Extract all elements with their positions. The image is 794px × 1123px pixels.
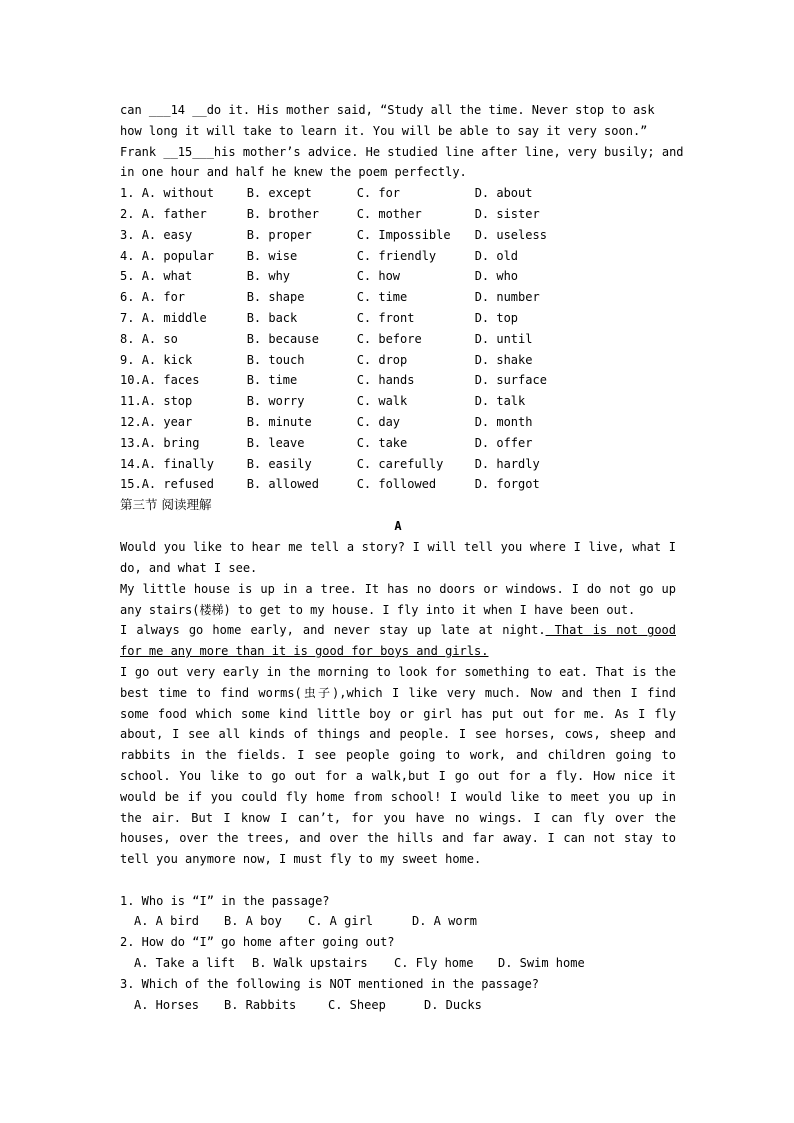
option-d: D. talk xyxy=(474,394,526,409)
option-a: A. so xyxy=(141,331,178,346)
passage-paragraph: My little house is up in a tree. It has no doors or windows. I do not go up any stairs(楼梯) to get to my house. I fly into it when I have been out. xyxy=(120,581,676,617)
question-options xyxy=(120,911,676,932)
option-number: 9. xyxy=(120,352,135,367)
option-b: B. worry xyxy=(246,394,305,409)
option-row xyxy=(120,391,605,412)
section-title: 第三节 阅读理解 xyxy=(120,497,212,513)
cloze-options-table xyxy=(120,183,605,495)
option-number: 1. xyxy=(120,186,135,201)
option-row xyxy=(120,454,605,475)
cloze-line: can ___14 __do it. His mother said, “Study all the time. Never stop to ask xyxy=(120,103,655,117)
option-row xyxy=(120,225,605,246)
option-b: B. except xyxy=(246,186,312,201)
option-d: D. shake xyxy=(474,352,533,367)
option-row xyxy=(120,287,605,308)
passage-text: I always go home early, and never stay up late at night. xyxy=(120,623,546,638)
option-row xyxy=(120,308,605,329)
option-d: D. number xyxy=(474,290,540,305)
underlined-sentence: That is not good for me any more than it is good for boys and girls. xyxy=(120,623,676,659)
option-number: 14. xyxy=(120,456,142,471)
option-number: 10. xyxy=(120,373,142,388)
option-d: D. about xyxy=(474,186,533,201)
option-c: C. how xyxy=(356,269,401,284)
option-d: D. who xyxy=(474,269,519,284)
option: B. Walk upstairs xyxy=(252,956,368,971)
option-row xyxy=(120,204,605,225)
option-number: 15. xyxy=(120,477,142,492)
option-a: A. kick xyxy=(141,352,193,367)
option-row xyxy=(120,412,605,433)
option-row xyxy=(120,370,605,391)
option-c: C. before xyxy=(356,331,422,346)
option-row xyxy=(120,350,605,371)
option: D. A worm xyxy=(412,914,478,929)
option-a: A. refused xyxy=(141,477,214,492)
option-c: C. front xyxy=(356,310,415,325)
option-c: C. drop xyxy=(356,352,408,367)
option-c: C. time xyxy=(356,290,408,305)
option-b: B. brother xyxy=(246,206,319,221)
option-number: 2. xyxy=(120,206,135,221)
option-row xyxy=(120,433,605,454)
option-a: A. what xyxy=(141,269,193,284)
cloze-line: in one hour and half he knew the poem perfectly. xyxy=(120,165,467,180)
question-options xyxy=(120,953,676,974)
option-d: D. sister xyxy=(474,206,540,221)
option-d: D. forgot xyxy=(474,477,540,492)
option-a: A. bring xyxy=(141,435,200,450)
option-a: A. father xyxy=(141,206,207,221)
option-c: C. for xyxy=(356,186,401,201)
passage-paragraph: I go out very early in the morning to look for something to eat. That is the best time to find worms(虫子),which I like very much. Now and then I find some food which some kind little boy or girl has put out for me. As I fly about, I see all kinds of things and people. I see horses, cows, sheep and rabbits in the fields. I see people going to work, and children going to school. You like to go out for a walk,but I go out for a fly. How nice it would be if you could fly home from school! I would like to meet you up in the air. But I know I can’t, for you have no wings. I can fly over the houses, over the trees, and over the hills and far away. I can not stay to tell you anymore now, I must fly to my sweet home. xyxy=(120,664,676,867)
passage-paragraph xyxy=(120,620,676,662)
option-d: D. top xyxy=(474,310,519,325)
option: C. Sheep xyxy=(328,997,386,1012)
option-b: B. easily xyxy=(246,456,312,471)
question-options xyxy=(120,995,676,1016)
option: A. Take a lift xyxy=(134,956,236,971)
option: A. Horses xyxy=(134,997,200,1012)
option: D. Swim home xyxy=(498,956,585,971)
option-number: 6. xyxy=(120,290,135,305)
option: A. A bird xyxy=(134,914,200,929)
option-row xyxy=(120,266,605,287)
option-d: D. useless xyxy=(474,227,547,242)
option: C. Fly home xyxy=(394,956,474,971)
option-a: A. easy xyxy=(141,227,193,242)
option-b: B. leave xyxy=(246,435,305,450)
passage-letter: A xyxy=(394,519,402,534)
option-b: B. allowed xyxy=(246,477,319,492)
option-b: B. wise xyxy=(246,248,298,263)
option-a: A. for xyxy=(141,290,186,305)
option-d: D. until xyxy=(474,331,533,346)
option-c: C. hands xyxy=(356,373,415,388)
option-c: C. walk xyxy=(356,394,408,409)
option-b: B. back xyxy=(246,310,298,325)
cloze-line: Frank __15___his mother’s advice. He studied line after line, very busily; and xyxy=(120,144,684,159)
question-stem: 3. Which of the following is NOT mentioned in the passage? xyxy=(120,976,540,991)
option-row xyxy=(120,329,605,350)
option-d: D. old xyxy=(474,248,519,263)
option-c: C. mother xyxy=(356,206,422,221)
option-b: B. why xyxy=(246,269,291,284)
cloze-passage-tail xyxy=(120,100,684,183)
option-b: B. proper xyxy=(246,227,312,242)
option-b: B. shape xyxy=(246,290,305,305)
option-number: 3. xyxy=(120,227,135,242)
option-number: 4. xyxy=(120,248,135,263)
option-a: A. stop xyxy=(141,394,193,409)
option-a: A. popular xyxy=(141,248,214,263)
document-page xyxy=(120,100,684,1015)
option-c: C. followed xyxy=(356,477,437,492)
question-stem: 2. How do “I” go home after going out? xyxy=(120,935,395,950)
option-row xyxy=(120,183,605,204)
comprehension-questions xyxy=(120,891,676,1016)
option-d: D. hardly xyxy=(474,456,540,471)
passage-paragraph: Would you like to hear me tell a story? I will tell you where I live, what I do, and what I see. xyxy=(120,540,676,575)
option: D. Ducks xyxy=(424,997,482,1012)
option-c: C. friendly xyxy=(356,248,437,263)
option-number: 5. xyxy=(120,269,135,284)
option-c: C. day xyxy=(356,414,401,429)
option: C. A girl xyxy=(308,914,374,929)
option-c: C. take xyxy=(356,435,408,450)
option-b: B. because xyxy=(246,331,319,346)
option-a: A. finally xyxy=(141,456,214,471)
option-number: 7. xyxy=(120,310,135,325)
option-number: 11. xyxy=(120,394,142,409)
option-a: A. middle xyxy=(141,310,207,325)
option-a: A. faces xyxy=(141,373,200,388)
option-a: A. year xyxy=(141,414,193,429)
option-b: B. touch xyxy=(246,352,305,367)
option-number: 12. xyxy=(120,414,142,429)
option-c: C. Impossible xyxy=(356,227,451,242)
option: B. A boy xyxy=(224,914,282,929)
option-row xyxy=(120,474,605,495)
option-d: D. surface xyxy=(474,373,547,388)
option-b: B. minute xyxy=(246,414,312,429)
option: B. Rabbits xyxy=(224,997,297,1012)
question-stem: 1. Who is “I” in the passage? xyxy=(120,893,330,908)
cloze-line: how long it will take to learn it. You will be able to say it very soon.” xyxy=(120,123,648,138)
option-c: C. carefully xyxy=(356,456,444,471)
option-number: 8. xyxy=(120,331,135,346)
option-d: D. offer xyxy=(474,435,533,450)
option-a: A. without xyxy=(141,186,214,201)
option-number: 13. xyxy=(120,435,142,450)
option-d: D. month xyxy=(474,414,533,429)
option-row xyxy=(120,246,605,267)
reading-passage xyxy=(120,537,676,870)
option-b: B. time xyxy=(246,373,298,388)
